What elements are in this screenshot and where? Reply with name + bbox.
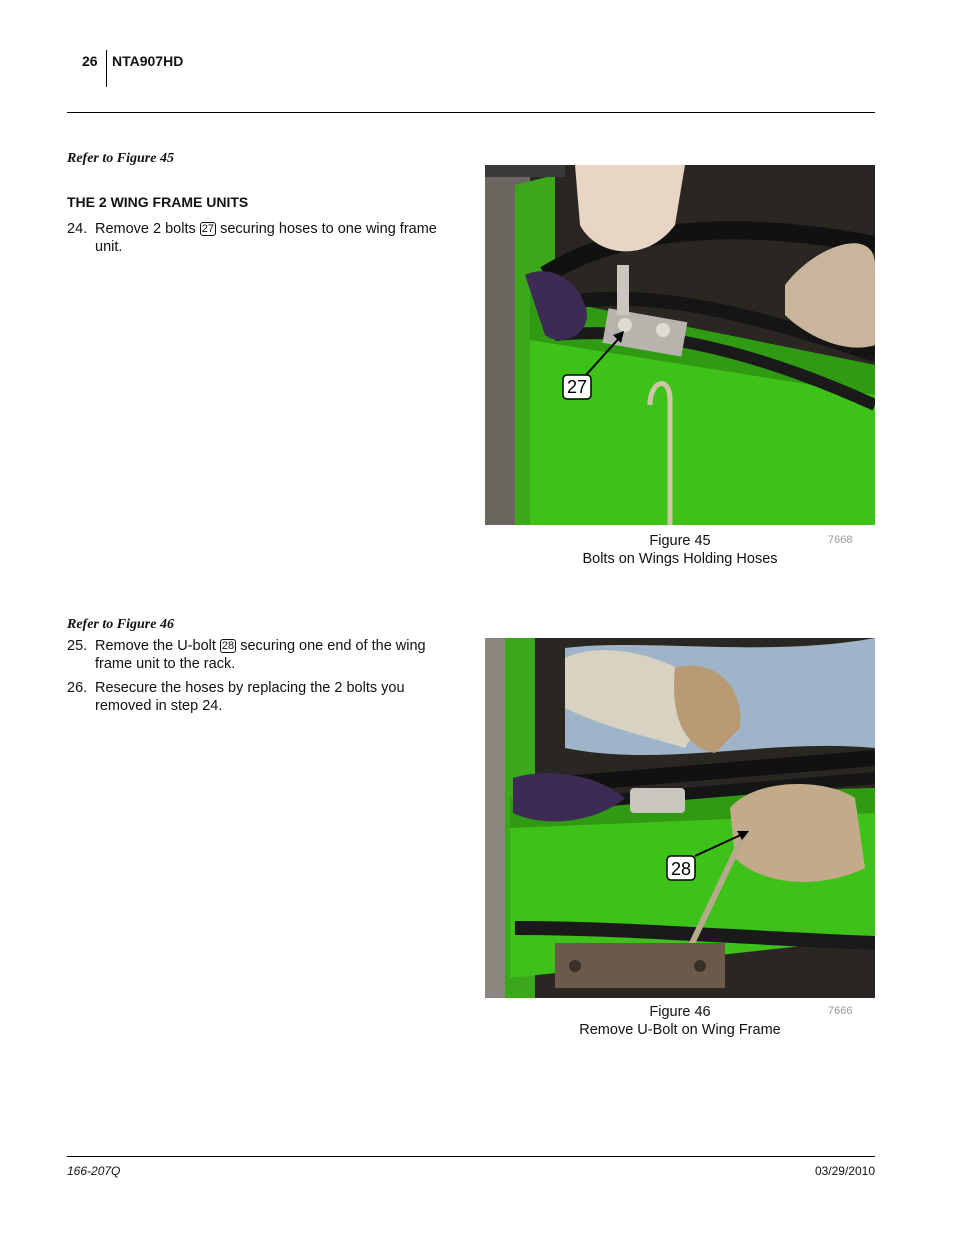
footer-rule [67, 1156, 875, 1157]
step-24 [67, 221, 462, 256]
step-number: 24. [67, 221, 88, 237]
figure-46-title: Figure 46 [649, 1004, 711, 1020]
step-number: 25. [67, 638, 88, 654]
figure-45-callout: 27 [566, 377, 588, 397]
refer-figure-45: Refer to Figure 45 [67, 151, 174, 166]
callout-ref-27: 27 [201, 223, 215, 235]
step-text-post: securing one end of the wing frame unit to the rack. [95, 638, 426, 672]
header-rule [67, 112, 875, 113]
refer-figure-46: Refer to Figure 46 [67, 617, 174, 632]
step-25 [67, 638, 462, 673]
figure-46-callout: 28 [670, 859, 692, 879]
step-number: 26. [67, 680, 88, 696]
figure-45-photo [485, 165, 875, 525]
header-divider [106, 50, 107, 87]
callout-ref-28: 28 [221, 640, 235, 652]
figure-45-description: Bolts on Wings Holding Hoses [582, 550, 778, 567]
step-text-post: securing hoses to one wing frame unit. [95, 221, 437, 255]
page-number: 26 [82, 53, 98, 69]
model-name: NTA907HD [112, 53, 184, 69]
document-number: 166-207Q [67, 1164, 121, 1178]
figure-46-photo [485, 638, 875, 998]
step-text-pre: Remove the U-bolt [95, 638, 216, 654]
section-heading: THE 2 WING FRAME UNITS [67, 194, 249, 210]
figure-46-image-id: 7666 [828, 1005, 853, 1017]
document-date: 03/29/2010 [814, 1164, 875, 1178]
figure-45-caption [485, 533, 875, 568]
step-26 [67, 680, 462, 715]
figure-46-caption [485, 1004, 875, 1039]
figure-45-image-id: 7668 [828, 534, 853, 546]
figure-45-title: Figure 45 [649, 533, 711, 549]
step-text-pre: Remove 2 bolts [95, 221, 196, 237]
figure-46-description: Remove U-Bolt on Wing Frame [579, 1021, 781, 1038]
step-text: Resecure the hoses by replacing the 2 bolts you removed in step 24. [95, 680, 405, 714]
